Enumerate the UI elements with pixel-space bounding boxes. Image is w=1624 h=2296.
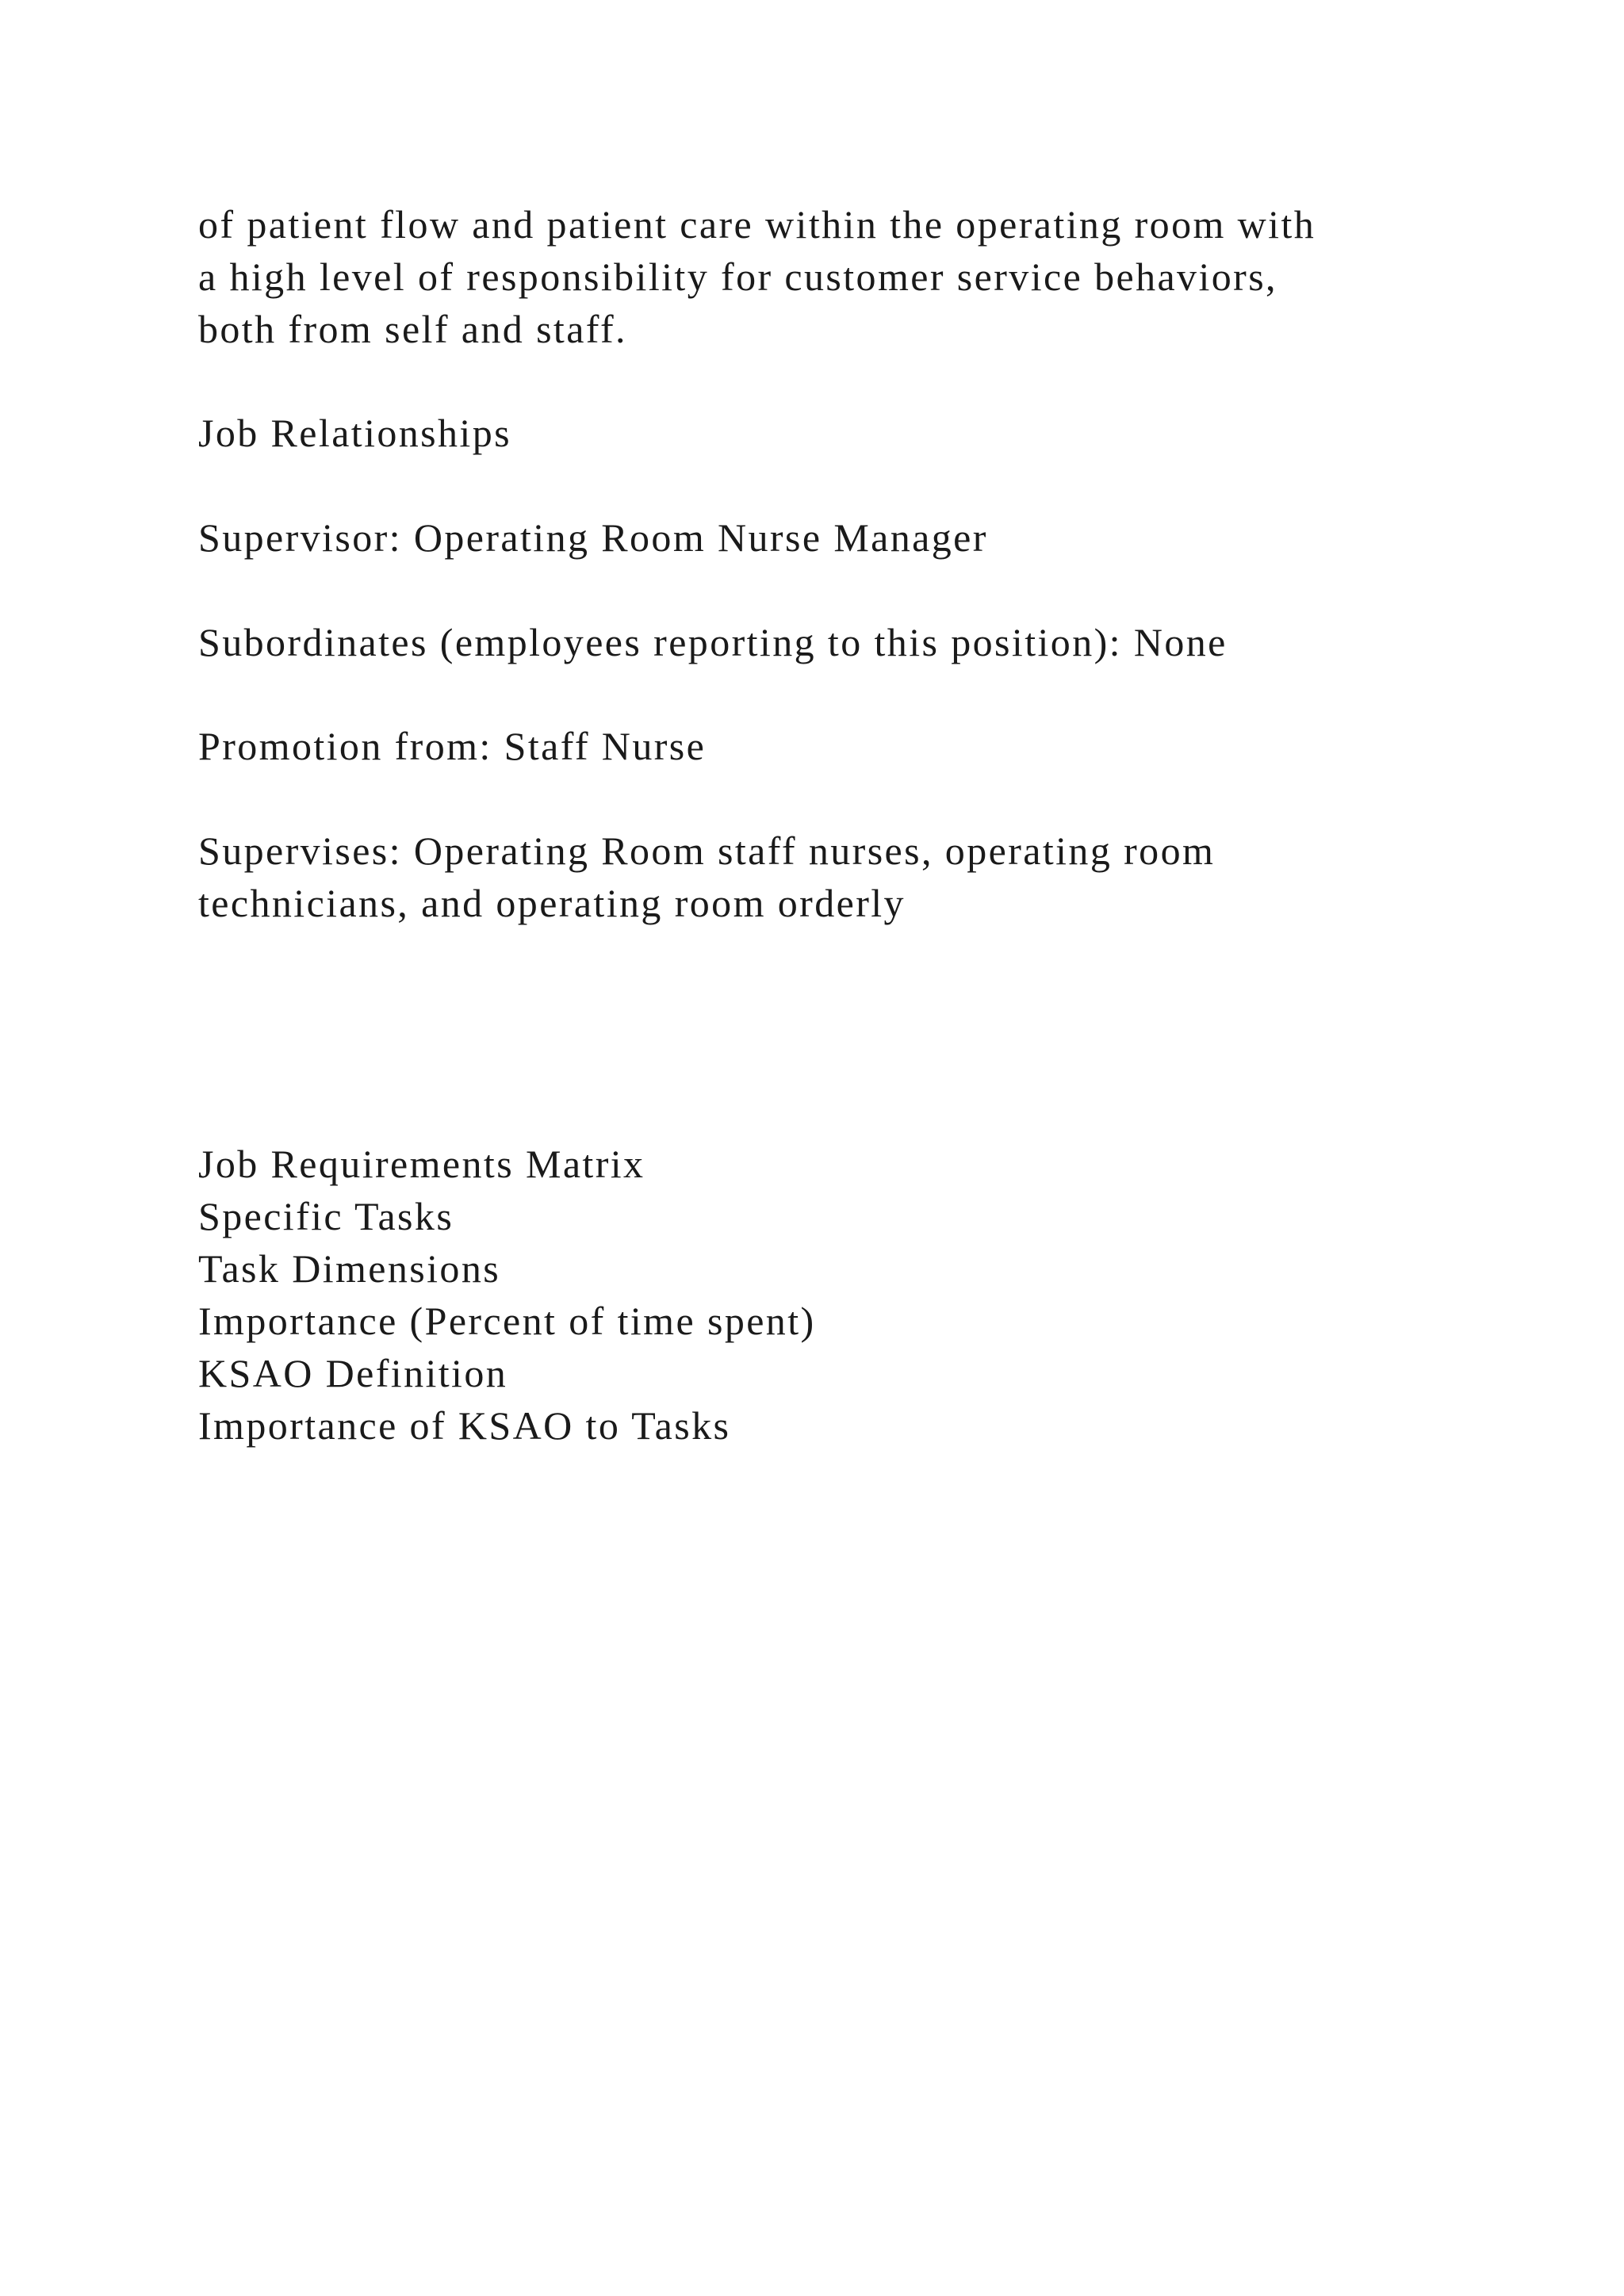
matrix-column-importance-time: Importance (Percent of time spent): [198, 1299, 816, 1343]
job-relationships-heading: Job Relationships: [198, 411, 511, 455]
supervises-line-1: Supervises: Operating Room staff nurses, operating room: [198, 828, 1216, 873]
matrix-title: Job Requirements Matrix: [198, 1142, 645, 1186]
matrix-column-specific-tasks: Specific Tasks: [198, 1194, 454, 1238]
matrix-column-ksao-importance: Importance of KSAO to Tasks: [198, 1403, 731, 1448]
intro-line-3: both from self and staff.: [198, 307, 627, 351]
promotion-from-line: Promotion from: Staff Nurse: [198, 724, 707, 768]
subordinates-line: Subordinates (employees reporting to this position): None: [198, 620, 1228, 664]
matrix-column-ksao-definition: KSAO Definition: [198, 1351, 508, 1395]
intro-line-1: of patient flow and patient care within the operating room with: [198, 202, 1316, 247]
supervises-line-2: technicians, and operating room orderly: [198, 881, 906, 925]
intro-line-2: a high level of responsibility for customer service behaviors,: [198, 254, 1277, 299]
matrix-column-task-dimensions: Task Dimensions: [198, 1246, 501, 1291]
supervisor-line: Supervisor: Operating Room Nurse Manager: [198, 515, 988, 560]
